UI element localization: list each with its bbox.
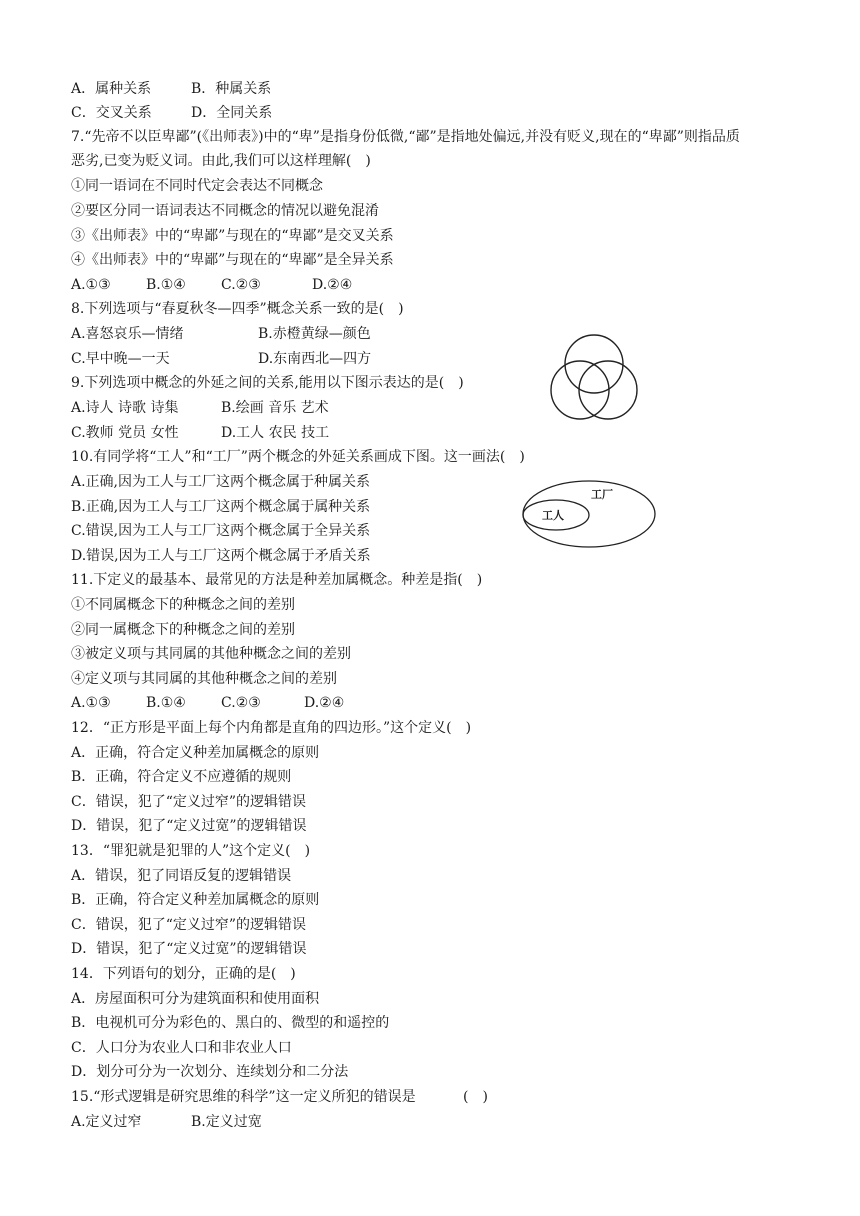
q10-option-b: B.正确,因为工人与工厂这两个概念属于属种关系 [71,499,371,515]
outer-ellipse-label: 工厂 [591,488,613,501]
q12-option-c: C．错误，犯了“定义过窄”的逻辑错误 [71,794,307,810]
q6-option-c: C．交叉关系 [71,105,152,121]
q12-option-a: A．正确，符合定义种差加属概念的原则 [71,745,320,761]
q8-option-b: B.赤橙黄绿—颜色 [258,326,371,342]
q10-option-a: A.正确,因为工人与工厂这两个概念属于种属关系 [71,474,371,490]
q14-stem: 14．下列语句的划分，正确的是( ) [71,966,296,982]
q11-item-2: ②同一属概念下的种概念之间的差别 [71,622,295,638]
q9-option-a: A.诗人 诗歌 诗集 [71,400,179,416]
q13-option-c: C．错误，犯了“定义过窄”的逻辑错误 [71,917,307,933]
q7-stem-line2: 恶劣,已变为贬义词。由此,我们可以这样理解( ) [71,153,371,169]
q10-ellipse-diagram [519,478,659,550]
q8-option-c: C.早中晚—一天 [71,351,170,367]
q14-option-c: C．人口分为农业人口和非农业人口 [71,1040,292,1056]
q11-item-3: ③被定义项与其同属的其他种概念之间的差别 [71,646,351,662]
q12-stem: 12．“正方形是平面上每个内角都是直角的四边形。”这个定义( ) [71,720,472,736]
q7-item-4: ④《出师表》中的“卑鄙”与现在的“卑鄙”是全异关系 [71,252,394,268]
q6-option-d: D．全同关系 [191,105,273,121]
q7-option-b: B.①④ [146,277,186,293]
q10-stem: 10.有同学将“工人”和“工厂”两个概念的外延关系画成下图。这一画法( ) [71,449,525,465]
q7-option-a: A.①③ [71,277,111,293]
q14-option-a: A．房屋面积可分为建筑面积和使用面积 [71,991,320,1007]
q9-stem: 9.下列选项中概念的外延之间的关系,能用以下图示表达的是( ) [71,375,464,391]
q8-stem: 8.下列选项与“春夏秋冬—四季”概念关系一致的是( ) [71,301,404,317]
q6-option-a: A．属种关系 [71,81,152,97]
q13-option-d: D．错误，犯了“定义过宽”的逻辑错误 [71,941,307,957]
q6-option-b: B．种属关系 [191,81,272,97]
q11-option-b: B.①④ [146,695,186,711]
q8-option-d: D.东南西北—四方 [258,351,372,367]
q13-stem: 13．“罪犯就是犯罪的人”这个定义( ) [71,843,311,859]
q9-option-d: D.工人 农民 技工 [221,425,330,441]
q11-stem: 11.下定义的最基本、最常见的方法是种差加属概念。种差是指( ) [71,572,483,588]
q7-item-2: ②要区分同一语词表达不同概念的情况以避免混淆 [71,203,379,219]
q9-venn-diagram [547,333,643,425]
q14-option-d: D．划分可分为一次划分、连续划分和二分法 [71,1064,349,1080]
q7-option-c: C.②③ [221,277,261,293]
q11-option-d: D.②④ [304,695,345,711]
q9-option-b: B.绘画 音乐 艺术 [221,400,329,416]
q9-option-c: C.教师 党员 女性 [71,425,179,441]
q11-option-c: C.②③ [221,695,261,711]
q15-option-a: A.定义过窄 [71,1114,142,1130]
q15-stem: 15.“形式逻辑是研究思维的科学”这一定义所犯的错误是 [71,1089,416,1105]
q7-item-3: ③《出师表》中的“卑鄙”与现在的“卑鄙”是交叉关系 [71,228,394,244]
q15-answer-paren: ( ) [463,1089,488,1105]
q7-option-d: D.②④ [312,277,353,293]
q15-option-b: B.定义过宽 [191,1114,262,1130]
q8-option-a: A.喜怒哀乐—情绪 [71,326,184,342]
q11-item-4: ④定义项与其同属的其他种概念之间的差别 [71,671,337,687]
q12-option-b: B．正确，符合定义不应遵循的规则 [71,769,292,785]
q13-option-b: B．正确，符合定义种差加属概念的原则 [71,892,320,908]
q10-option-d: D.错误,因为工人与工厂这两个概念属于矛盾关系 [71,548,371,564]
inner-ellipse-label: 工人 [542,509,564,522]
q7-item-1: ①同一语词在不同时代定会表达不同概念 [71,178,323,194]
q14-option-b: B．电视机可分为彩色的、黑白的、微型的和遥控的 [71,1015,390,1031]
q11-option-a: A.①③ [71,695,111,711]
q11-item-1: ①不同属概念下的种概念之间的差别 [71,597,295,613]
q13-option-a: A．错误，犯了同语反复的逻辑错误 [71,868,292,884]
q10-option-c: C.错误,因为工人与工厂这两个概念属于全异关系 [71,523,371,539]
q7-stem-line1: 7.“先帝不以臣卑鄙”(《出师表》)中的“卑”是指身份低微,“鄙”是指地处偏远,并没有贬义,现在的“卑鄙”则指品质 [71,129,740,145]
q12-option-d: D．错误，犯了“定义过宽”的逻辑错误 [71,818,307,834]
